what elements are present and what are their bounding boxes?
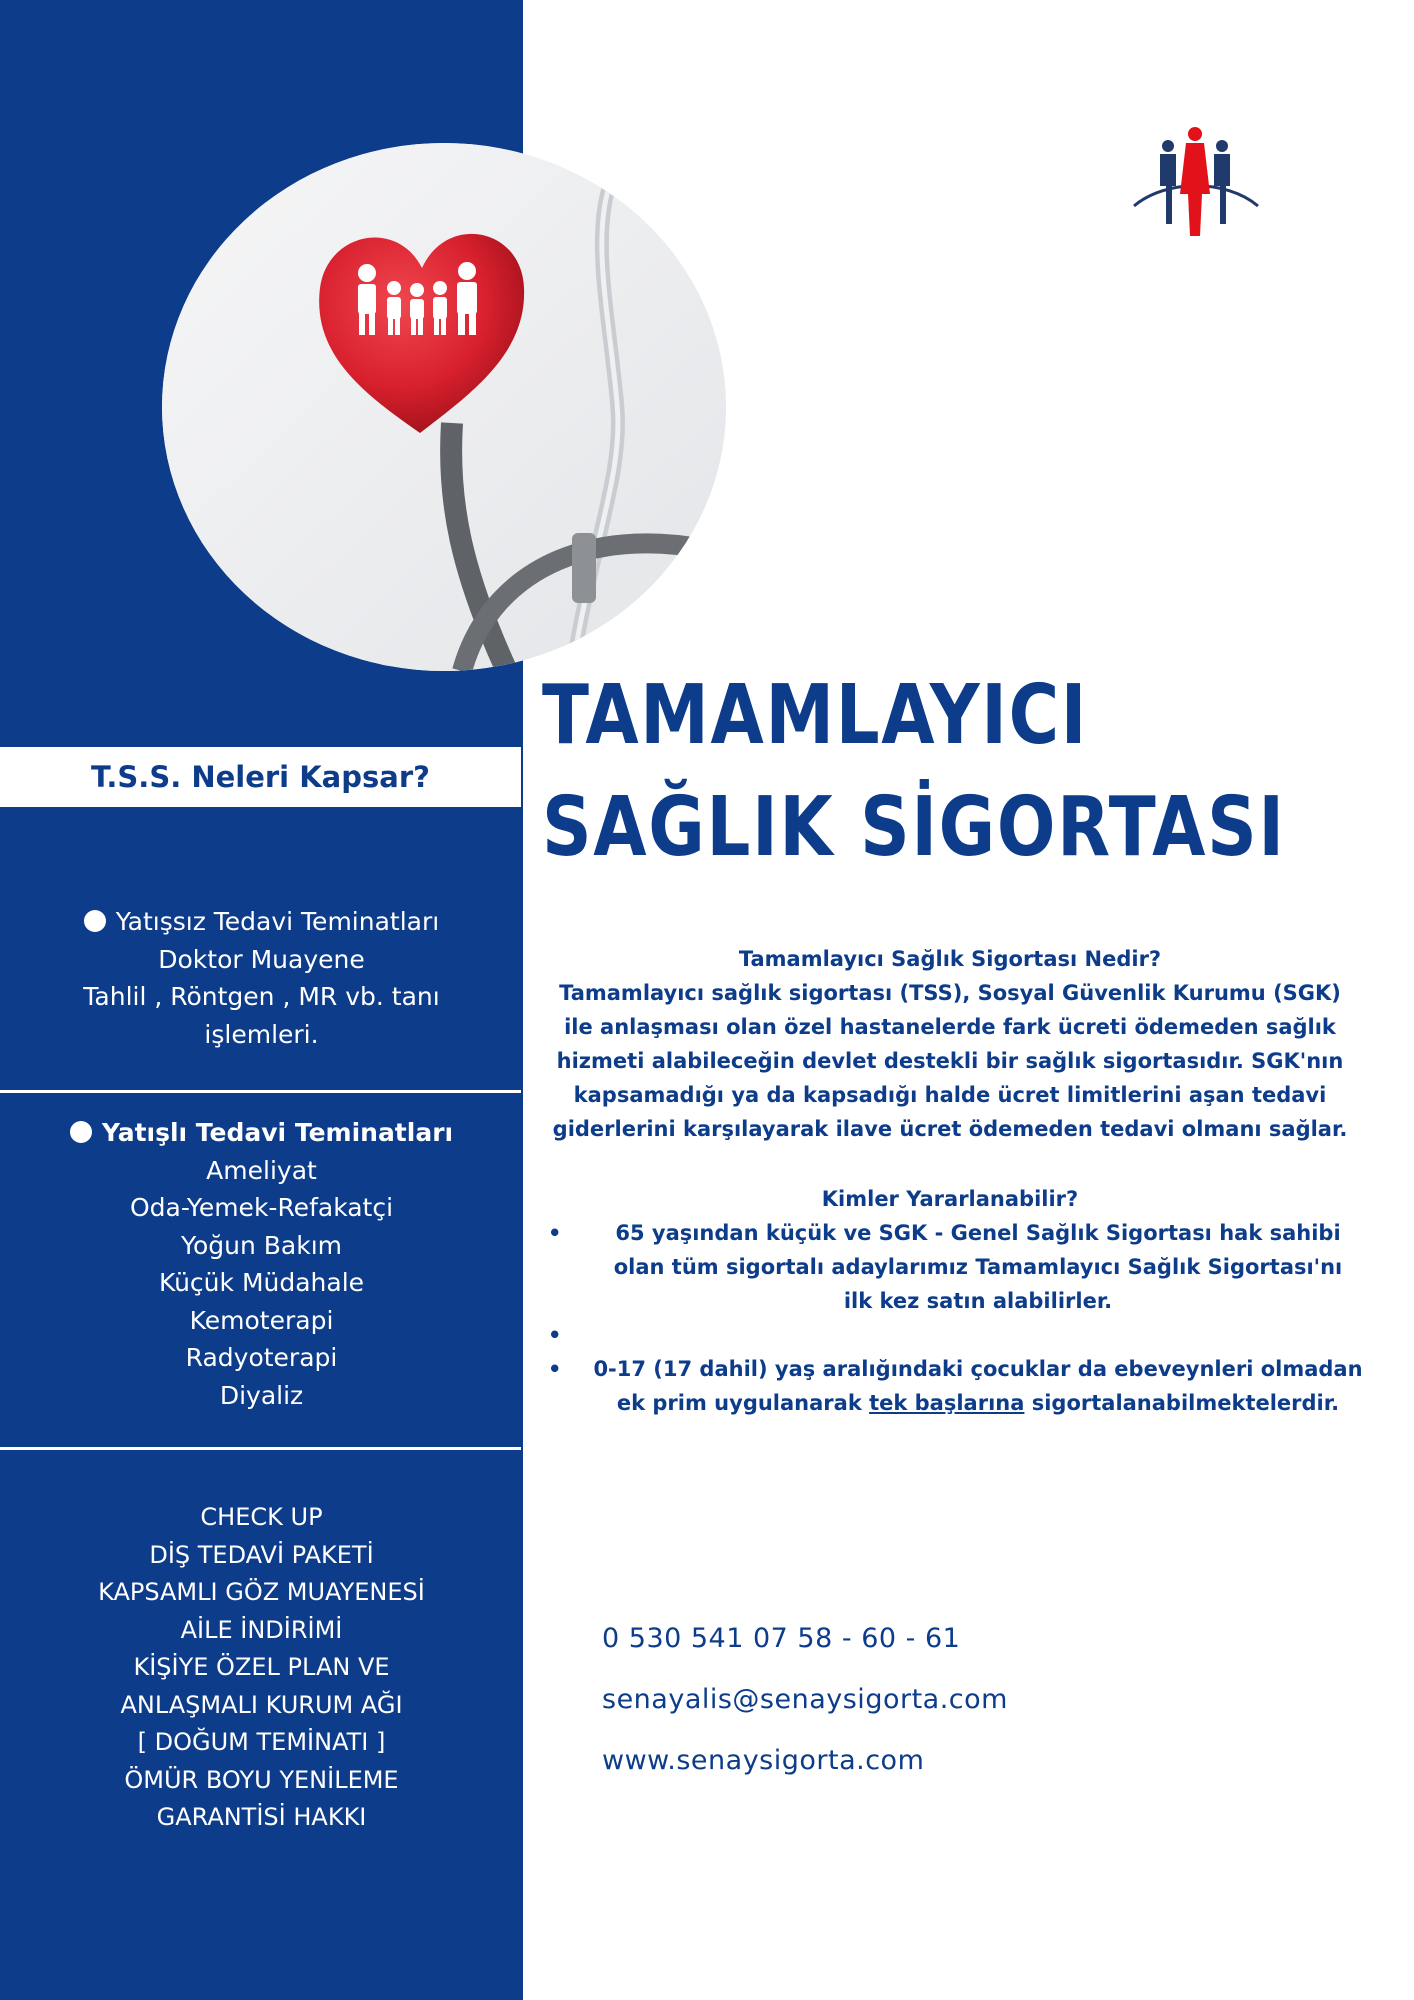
list-item: DİŞ TEDAVİ PAKETİ <box>149 1540 374 1569</box>
email-link[interactable]: senayalis@senaysigorta.com <box>602 1684 1008 1715</box>
inpatient-title: Yatışlı Tedavi Teminatları <box>0 1114 523 1152</box>
extras-section <box>0 1499 523 1837</box>
page-title <box>542 660 1414 884</box>
list-item: Küçük Müdahale <box>158 1268 365 1297</box>
description-line: ile anlaşması olan özel hastanelerde fark ücreti ödemeden sağlık <box>564 1015 1336 1039</box>
bullet-icon: • <box>548 1357 562 1381</box>
section-divider <box>0 1447 521 1450</box>
list-item: Oda-Yemek-Refakatçi <box>129 1193 394 1222</box>
list-item: Yoğun Bakım <box>181 1230 342 1260</box>
list-item: Doktor Muayene <box>158 944 365 974</box>
list-item: • 0-17 (17 dahil) yaş aralığındaki çocuklar da ebeveynleri olmadan ek prim uygulanarak tek başlarına sigortalanabilmektelerdir. <box>548 1352 1388 1420</box>
list-item: Radyoterapi <box>185 1343 338 1372</box>
eligibility-list <box>548 1216 1388 1420</box>
list-item: ANLAŞMALI KURUM AĞI <box>120 1690 403 1719</box>
coverage-heading: T.S.S. Neleri Kapsar? <box>91 760 430 794</box>
list-item: CHECK UP <box>200 1503 323 1531</box>
outpatient-section <box>0 903 523 1053</box>
title-line-2: SAĞLIK SİGORTASI <box>542 780 1286 875</box>
bullet-icon: • <box>548 1323 562 1347</box>
bullet-circle-icon <box>84 910 106 932</box>
alone-link[interactable]: tek başlarına <box>869 1391 1025 1415</box>
description-question: Tamamlayıcı Sağlık Sigortası Nedir? <box>738 947 1162 971</box>
list-item: KAPSAMLI GÖZ MUAYENESİ <box>98 1578 425 1606</box>
list-item: KİŞİYE ÖZEL PLAN VE <box>133 1653 390 1681</box>
eligibility-question: Kimler Yararlanabilir? <box>821 1187 1079 1211</box>
section-divider <box>0 1090 521 1093</box>
list-item: Kemoterapi <box>189 1305 334 1335</box>
outpatient-title: Yatışsız Tedavi Teminatları <box>0 903 523 941</box>
list-item: [ DOĞUM TEMİNATI ] <box>137 1728 386 1756</box>
title-line-1: TAMAMLAYICI <box>542 668 1089 763</box>
list-item <box>548 1318 1388 1352</box>
description-line: kapsamadığı ya da kapsadığı halde ücret limitlerini aşan tedavi <box>573 1083 1327 1107</box>
list-item: Diyaliz <box>219 1380 304 1410</box>
list-item: ÖMÜR BOYU YENİLEME <box>124 1765 399 1794</box>
description-line: Tamamlayıcı sağlık sigortası (TSS), Sosyal Güvenlik Kurumu (SGK) <box>559 981 1341 1005</box>
phone-number[interactable]: 0 530 541 07 58 - 60 - 61 <box>602 1623 961 1654</box>
bullet-icon: • <box>548 1221 562 1245</box>
coverage-heading-bar <box>0 747 521 807</box>
heart-stethoscope-photo <box>162 143 726 671</box>
list-item: işlemleri. <box>204 1019 319 1049</box>
list-item: Ameliyat <box>206 1155 317 1185</box>
description-line: giderlerini karşılayarak ilave ücret ödemeden tedavi olmanı sağlar. <box>552 1117 1348 1141</box>
list-item: GARANTİSİ HAKKI <box>156 1803 367 1831</box>
company-logo <box>1126 124 1266 244</box>
website-link[interactable]: www.senaysigorta.com <box>602 1745 925 1776</box>
list-item: AİLE İNDİRİMİ <box>180 1615 343 1644</box>
list-item: • 65 yaşından küçük ve SGK - Genel Sağlık Sigortası hak sahibi olan tüm sigortalı adaylarımız Tamamlayıcı Sağlık Sigortası'nı ilk kez satın alabilirler. <box>548 1216 1388 1318</box>
description-section <box>515 942 1385 1146</box>
inpatient-section <box>0 1114 523 1414</box>
description-line: hizmeti alabileceğin devlet destekli bir sağlık sigortasıdır. SGK'nın <box>556 1049 1344 1073</box>
list-item: Tahlil , Röntgen , MR vb. tanı <box>83 982 440 1011</box>
bullet-circle-icon <box>70 1121 92 1143</box>
